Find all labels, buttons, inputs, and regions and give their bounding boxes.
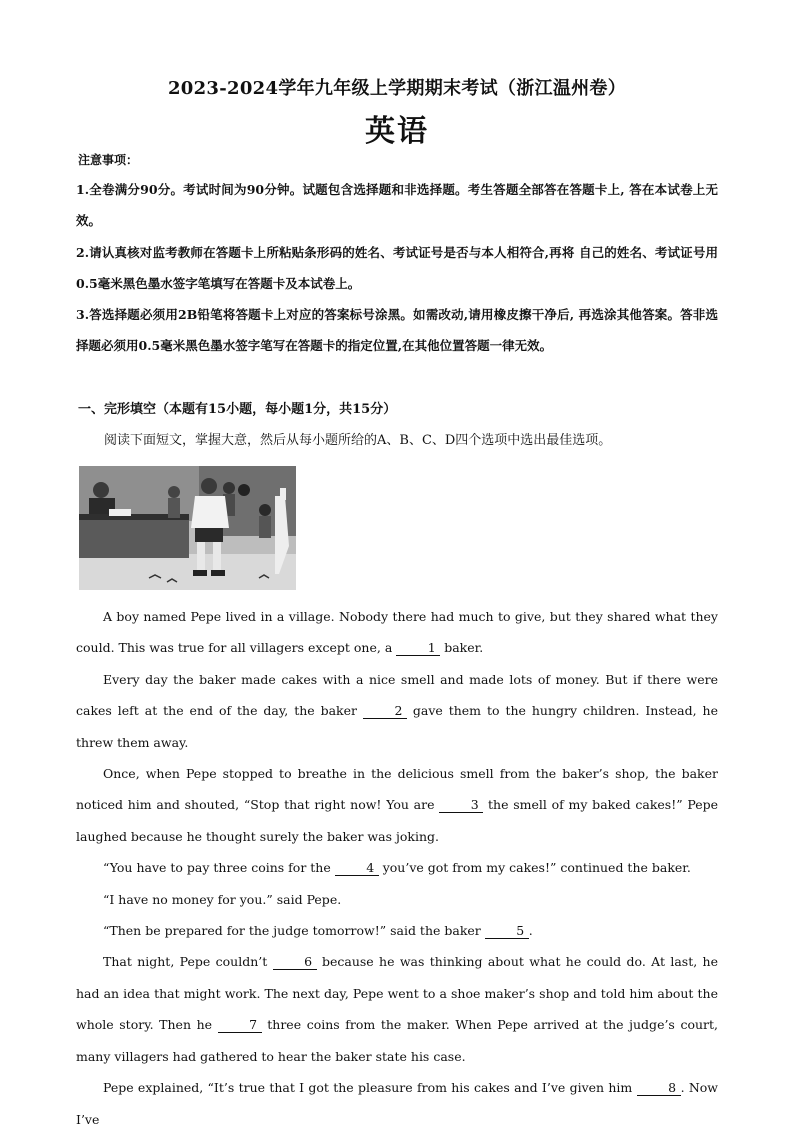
passage-text: Every day the baker made cakes with a nice smell and made lots of money. But if there were cakes left at the end of the day, the baker — [76, 671, 718, 719]
passage-paragraph — [76, 601, 718, 664]
passage-paragraph — [76, 664, 718, 758]
blank-4[interactable]: 4 — [335, 861, 379, 876]
blank-2[interactable]: 2 — [363, 704, 407, 719]
blank-5[interactable]: 5 — [485, 924, 529, 939]
passage-paragraph — [76, 884, 718, 915]
blank-6[interactable]: 6 — [273, 955, 317, 970]
passage-text: because he was thinking about what he could do. At last, he had an idea that might work. The next day, Pepe went to a shoe maker’s shop and told him about the whole story. Then he — [76, 954, 718, 1033]
passage-text: “I have no money for you.” said Pepe. — [103, 891, 342, 907]
courtroom-illustration — [79, 466, 296, 590]
blank-1[interactable]: 1 — [396, 641, 440, 656]
note-item-1: 1.全卷满分90分。考试时间为90分钟。试题包含选择题和非选择题。考生答题全部答在答题卡上, 答在本试卷上无效。 — [76, 182, 718, 228]
passage-paragraph — [76, 758, 718, 852]
exam-title: 2023-2024学年九年级上学期期末考试（浙江温州卷） — [167, 78, 627, 99]
section-instructions: 阅读下面短文，掌握大意，然后从每小题所给的A、B、C、D四个选项中选出最佳选项。 — [104, 433, 612, 448]
passage-text: A boy named Pepe lived in a village. Nobody there had much to give, but they shared what they could. This was true for all villagers except one, a — [76, 609, 718, 656]
section-title: 一、完形填空（本题有15小题，每小题1分，共15分） — [78, 402, 397, 417]
note-item-2: 2.请认真核对监考教师在答题卡上所粘贴条形码的姓名、考试证号是否与本人相符合,再将 自己的姓名、考试证号用0.5毫米黑色墨水签字笔填写在答题卡及本试卷上。 — [76, 245, 718, 291]
subject-title: 英语 — [365, 114, 429, 149]
passage-text: “You have to pay three coins for the — [103, 860, 335, 876]
passage-text: . Now I’ve — [76, 1080, 719, 1127]
passage-text: baker. — [440, 640, 484, 656]
blank-8[interactable]: 8 — [637, 1081, 681, 1096]
notes-heading: 注意事项： — [78, 153, 139, 167]
passage-paragraph — [76, 1072, 718, 1135]
blank-7[interactable]: 7 — [218, 1018, 262, 1033]
passage-text: gave them to the hungry children. Instead, he threw them away. — [76, 703, 718, 750]
passage-text: three coins from the maker. When Pepe arrived at the judge’s court, many villagers had gathered to hear the baker state his case. — [76, 1017, 718, 1064]
note-item-3: 3.答选择题必须用2B铅笔将答题卡上对应的答案标号涂黑。如需改动,请用橡皮擦干净后, 再选涂其他答案。答非选择题必须用0.5毫米黑色墨水签字笔写在答题卡的指定位置,在其他位置答题一律无效。 — [76, 307, 718, 353]
passage-text: you’ve got from my cakes!” continued the baker. — [378, 860, 691, 876]
passage-paragraph — [76, 852, 718, 883]
passage-text: . — [528, 923, 533, 939]
passage-paragraph — [76, 946, 718, 1072]
passage-text: “Then be prepared for the judge tomorrow!” said the baker — [103, 923, 485, 939]
passage-text: the smell of my baked cakes!” Pepe laughed because he thought surely the baker was joking. — [76, 797, 719, 844]
passage-paragraph — [76, 915, 718, 946]
passage-text: Pepe explained, “It’s true that I got the pleasure from his cakes and I’ve given him — [103, 1080, 637, 1096]
blank-3[interactable]: 3 — [439, 798, 483, 813]
reading-passage — [76, 601, 718, 1135]
passage-text: Once, when Pepe stopped to breathe in the delicious smell from the baker’s shop, the baker noticed him and shouted, “Stop that right now! You are — [76, 766, 718, 813]
passage-text: That night, Pepe couldn’t — [103, 954, 273, 970]
